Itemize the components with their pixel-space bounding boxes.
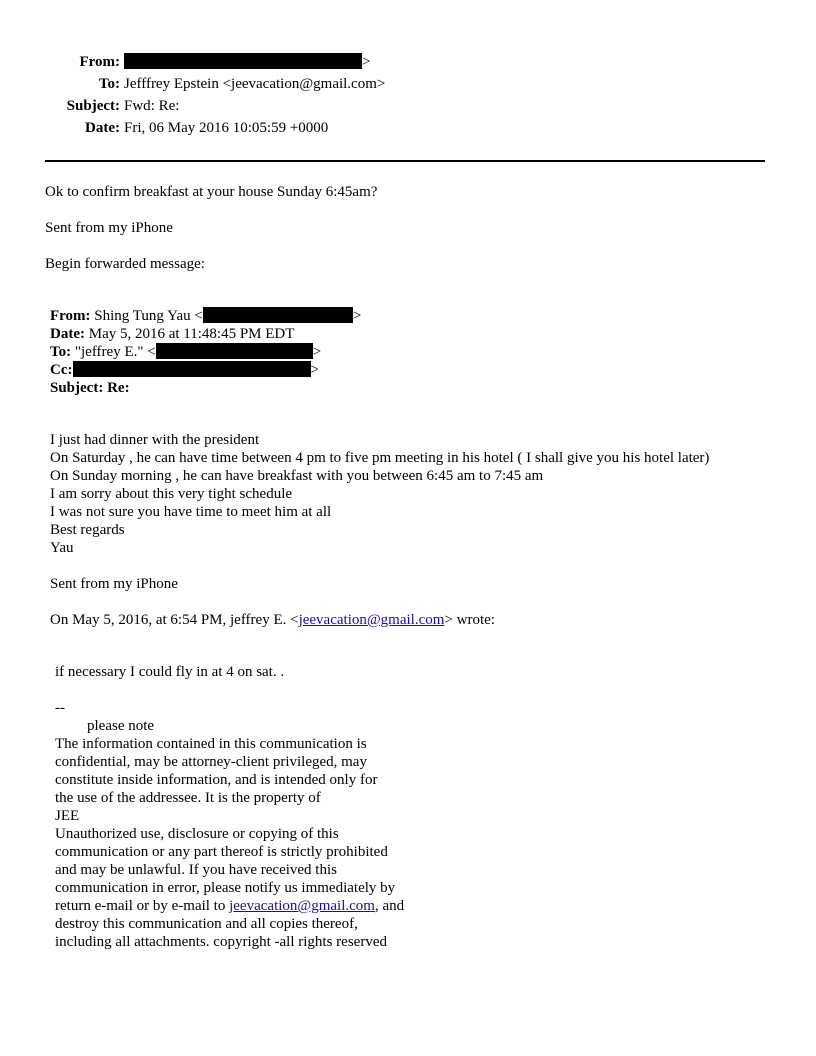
header-subject-label: Subject: [66, 98, 120, 114]
disclaimer-line: Unauthorized use, disclosure or copying of this [55, 826, 339, 842]
header-divider [45, 160, 765, 162]
redacted-fwd-from-address [203, 307, 353, 323]
fwd-subject-label: Subject: [50, 380, 104, 396]
fwd-to-value: "jeffrey E." < [74, 344, 156, 360]
header-from-suffix: > [362, 54, 371, 70]
disclaimer-line: confidential, may be attorney-client privileged, may [55, 754, 367, 770]
header-subject-value: Fwd: Re: [124, 98, 180, 114]
header-date-row [0, 119, 816, 141]
disclaimer-email-link[interactable]: jeevacation@gmail.com [229, 898, 375, 914]
header-to-value: Jefffrey Epstein <jeevacation@gmail.com> [124, 76, 386, 92]
disclaimer-line: communication in error, please notify us immediately by [55, 880, 396, 896]
quoted-message: if necessary I could fly in at 4 on sat. . [55, 664, 285, 680]
fwd-body-line: On Sunday morning , he can have breakfast with you between 6:45 am to 7:45 am [50, 468, 544, 484]
fwd-body-line: On Saturday , he can have time between 4 pm to five pm meeting in his hotel ( I shall give you his hotel later) [50, 450, 710, 466]
header-to-row [0, 75, 816, 97]
fwd-body-line: I was not sure you have time to meet him at all [50, 504, 332, 520]
disclaimer-line: The information contained in this communication is [55, 736, 367, 752]
disclaimer-return-line: return e-mail or by e-mail to jeevacation@gmail.com, and [55, 898, 405, 914]
disclaimer-line: constitute inside information, and is intended only for [55, 772, 378, 788]
fwd-subject-value: Re: [107, 380, 130, 396]
fwd-from-label: From: [50, 308, 91, 324]
fwd-signature: Sent from my iPhone [50, 576, 178, 592]
quote-attribution: On May 5, 2016, at 6:54 PM, jeffrey E. <jeevacation@gmail.com> wrote: [50, 612, 495, 628]
header-date-label: Date: [85, 120, 120, 136]
disclaimer-line: and may be unlawful. If you have received this [55, 862, 337, 878]
fwd-body-line: Yau [50, 540, 74, 556]
quote-email-link[interactable]: jeevacation@gmail.com [298, 612, 445, 628]
body-line-1: Ok to confirm breakfast at your house Sunday 6:45am? [45, 184, 378, 200]
fwd-subject-row [50, 379, 130, 397]
quoted-please-note: please note [87, 718, 155, 734]
disclaimer-line: communication or any part thereof is strictly prohibited [55, 844, 388, 860]
header-subject-row [0, 97, 816, 119]
body-signature: Sent from my iPhone [45, 220, 173, 236]
fwd-from-row: From: Shing Tung Yau < > [50, 308, 362, 324]
fwd-date-value: May 5, 2016 at 11:48:45 PM EDT [88, 326, 295, 342]
disclaimer-line: destroy this communication and all copies thereof, [55, 916, 358, 932]
header-to-label: To: [98, 76, 120, 92]
redacted-from-address [124, 53, 362, 69]
disclaimer-line: the use of the addressee. It is the property of [55, 790, 321, 806]
fwd-body-line: I am sorry about this very tight schedule [50, 486, 293, 502]
redacted-fwd-cc-address [73, 361, 311, 377]
disclaimer-line: including all attachments. copyright -all rights reserved [55, 934, 387, 950]
forward-intro: Begin forwarded message: [45, 256, 205, 272]
header-from-row [0, 53, 816, 75]
fwd-date-row [50, 325, 294, 343]
fwd-body-line: Best regards [50, 522, 125, 538]
fwd-from-value: Shing Tung Yau < [94, 308, 203, 324]
redacted-fwd-to-address [156, 343, 313, 359]
fwd-to-label: To: [50, 344, 72, 360]
fwd-body-line: I just had dinner with the president [50, 432, 260, 448]
fwd-to-row: To: "jeffrey E." < > [50, 344, 322, 360]
quoted-dashes: -- [55, 700, 65, 716]
fwd-date-label: Date: [50, 326, 85, 342]
fwd-cc-row: Cc: > [50, 362, 319, 378]
header-from-label: From: [79, 54, 120, 70]
header-date-value: Fri, 06 May 2016 10:05:59 +0000 [124, 120, 329, 136]
disclaimer-line: JEE [55, 808, 80, 824]
fwd-cc-label: Cc: [50, 362, 73, 378]
